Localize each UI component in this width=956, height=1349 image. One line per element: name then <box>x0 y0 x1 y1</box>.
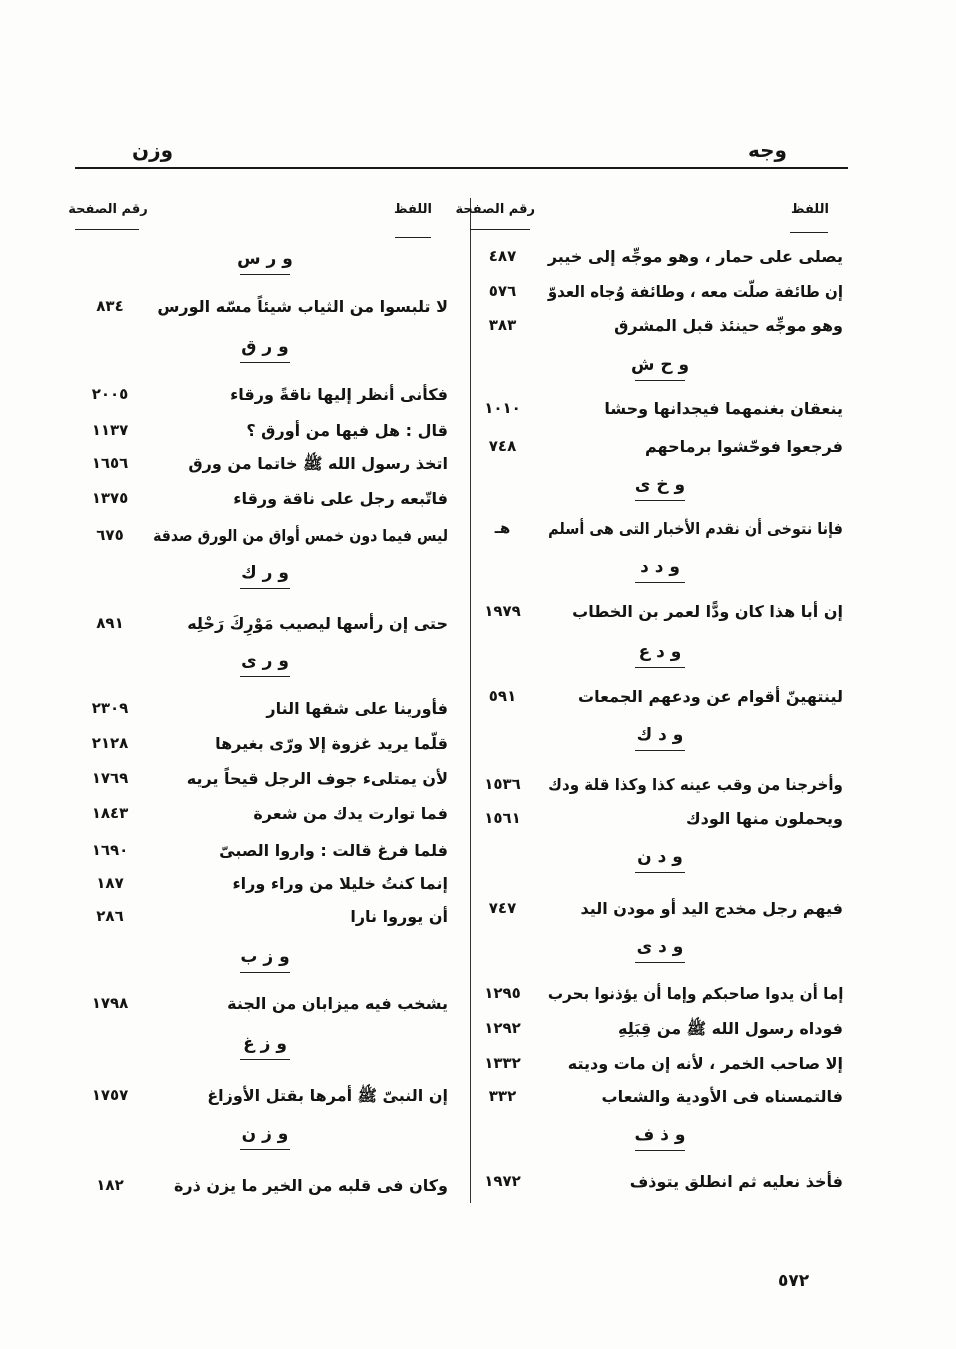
page-column-label: رقم الصفحة <box>455 202 535 217</box>
heading-underline <box>240 1149 290 1150</box>
root-heading <box>470 474 848 502</box>
index-entry <box>60 1173 460 1201</box>
entry-text: إن طائفة صلّت معه ، وطائفة وُجاه العدوّ <box>547 282 843 301</box>
root-letters: و ز غ <box>243 1034 287 1054</box>
entry-page-number: ١٠١٠ <box>484 399 521 417</box>
entry-page-number: ٣٨٣ <box>488 316 517 334</box>
root-heading <box>470 556 848 584</box>
root-letters: و ذ ف <box>634 1125 686 1145</box>
entry-page-number: ١٨٤٣ <box>91 804 129 822</box>
entry-text: فإنا نتوخى أن نقدم الأخبار التى هى أسلم <box>548 519 843 538</box>
heading-underline <box>635 1150 685 1151</box>
entry-page-number: ٢٨٦ <box>96 907 124 925</box>
index-entry <box>60 611 460 639</box>
entry-page-number: ١٥٦١ <box>484 809 521 827</box>
index-entry <box>470 313 848 341</box>
entry-page-number: ١٦٥٦ <box>91 454 129 472</box>
heading-underline <box>635 750 685 751</box>
index-entry <box>60 871 460 899</box>
entry-page-number: ٢٣٠٩ <box>91 699 129 717</box>
entry-text: فيهم رجل مخدج اليد أو مودن اليد <box>580 899 843 918</box>
root-heading <box>60 248 460 276</box>
index-entry <box>470 1016 848 1044</box>
root-letters: و ح ش <box>630 355 690 375</box>
root-letters: و د ى <box>636 937 684 957</box>
root-letters: و د ن <box>637 847 683 867</box>
entry-page-number: ٧٤٧ <box>488 899 517 917</box>
entry-page-number: ١٨٧ <box>96 874 124 892</box>
entry-page-number: ٥٧٦ <box>488 282 517 300</box>
page-label-underline <box>75 229 139 230</box>
root-heading <box>470 1124 848 1152</box>
entry-text: فرجعوا فوحّشوا برماحهم <box>645 437 843 456</box>
entry-page-number: ١٨٢ <box>96 1176 124 1194</box>
entry-page-number: ١٩٧٢ <box>484 1172 521 1190</box>
entry-text: ينعقان بغنمهما فيجدانها وحشا <box>604 399 843 418</box>
entry-text: فاتّبعه رجل على ناقة ورقاء <box>233 489 448 508</box>
heading-underline <box>635 500 685 501</box>
word-column-label: اللفظ <box>791 202 829 217</box>
index-entry <box>470 516 848 544</box>
index-entry <box>60 838 460 866</box>
index-entry <box>470 1169 848 1197</box>
entry-page-number: ١٩٧٩ <box>484 602 521 620</box>
entry-page-number: ٤٨٧ <box>488 247 517 265</box>
entry-text: إن أبا هذا كان ودًّا لعمر بن الخطاب <box>572 602 843 621</box>
heading-underline <box>635 667 685 668</box>
entry-page-number: ١٧٥٧ <box>91 1086 129 1104</box>
index-entry <box>60 904 460 932</box>
root-heading <box>60 562 460 590</box>
entry-text: ليس فيما دون خمس أواق من الورق صدقة <box>153 526 448 545</box>
entry-text: يشخب فيه ميزابان من الجنة <box>227 994 448 1013</box>
root-letters: و د ع <box>638 642 682 662</box>
index-entry <box>470 896 848 924</box>
index-entry <box>60 766 460 794</box>
index-entry <box>470 1084 848 1112</box>
entry-text: حتى إن رأسها ليصيب مَوْرِكَ رَحْلِه <box>187 614 448 633</box>
entry-page-number: ١٧٩٨ <box>91 994 129 1012</box>
entry-page-number: هـ <box>494 519 511 537</box>
entry-text: إما أن يدوا صاحبكم وإما أن يؤذنوا بحرب <box>547 984 843 1003</box>
index-entry <box>60 418 460 446</box>
entry-page-number: ٥٩١ <box>488 687 517 705</box>
entry-page-number: ١٣٧٥ <box>91 489 129 507</box>
heading-underline <box>240 362 290 363</box>
root-heading <box>470 936 848 964</box>
index-entry <box>60 991 460 1019</box>
heading-underline <box>635 962 685 963</box>
root-heading <box>470 846 848 874</box>
entry-page-number: ١٢٩٥ <box>484 984 521 1002</box>
index-entry <box>470 396 848 424</box>
index-entry <box>60 451 460 479</box>
entry-text: اتخذ رسول الله ﷺ خاتما من ورق <box>188 454 448 473</box>
running-head-right: وجه <box>748 138 787 162</box>
word-label-underline <box>395 237 431 238</box>
entry-text: فكأنى أنظر إليها ناقةً ورقاء <box>230 385 448 404</box>
root-letters: و ز ب <box>240 947 290 967</box>
entry-page-number: ١٢٩٢ <box>484 1019 521 1037</box>
entry-text: وهو موجِّه حينئذ قبل المشرق <box>614 316 843 335</box>
heading-underline <box>240 1059 290 1060</box>
root-letters: و ر س <box>237 249 293 269</box>
root-heading <box>60 336 460 364</box>
heading-underline <box>635 582 685 583</box>
heading-underline <box>240 972 290 973</box>
entry-page-number: ١٣٣٢ <box>484 1054 521 1072</box>
index-entry <box>60 731 460 759</box>
entry-page-number: ١٦٩٠ <box>91 841 129 859</box>
index-entry <box>470 599 848 627</box>
root-heading <box>470 641 848 669</box>
entry-page-number: ٨٣٤ <box>96 297 124 315</box>
root-heading <box>60 1123 460 1151</box>
entry-page-number: ٦٧٥ <box>96 526 124 544</box>
index-entry <box>470 244 848 272</box>
page-column-label: رقم الصفحة <box>68 202 148 217</box>
index-entry <box>60 801 460 829</box>
root-letters: و ز ن <box>241 1124 289 1144</box>
root-letters: و ر ى <box>241 651 289 671</box>
entry-text: وكان فى قلبه من الخير ما يزن ذرة <box>173 1176 448 1195</box>
root-letters: و خ ى <box>634 475 686 495</box>
root-heading <box>60 1033 460 1061</box>
left-column <box>60 0 460 1349</box>
root-heading <box>60 946 460 974</box>
entry-page-number: ١٧٦٩ <box>91 769 129 787</box>
entry-page-number: ١١٣٧ <box>91 421 129 439</box>
entry-text: يصلى على حمار ، وهو موجِّه إلى خيبر <box>547 247 843 266</box>
entry-page-number: ٢١٢٨ <box>91 734 129 752</box>
entry-page-number: ٢٠٠٥ <box>91 385 129 403</box>
right-column <box>455 0 848 1349</box>
entry-text: لأن يمتلىء جوف الرجل قيحاً يريه <box>186 769 448 788</box>
root-letters: و ر ق <box>241 337 289 357</box>
page-label-underline <box>470 229 530 230</box>
entry-text: لا تلبسوا من الثياب شيئاً مسّه الورس <box>157 297 448 316</box>
index-entry <box>470 434 848 462</box>
index-entry <box>60 523 460 551</box>
root-letters: و د د <box>640 557 680 577</box>
entry-text: فأورينا على شقها النار <box>266 699 448 718</box>
entry-text: إلا صاحب الخمر ، لأنه إن مات وديته <box>567 1054 843 1073</box>
entry-text: أن يوروا نارا <box>350 907 448 926</box>
entry-page-number: ٧٤٨ <box>488 437 517 455</box>
heading-underline <box>635 872 685 873</box>
root-letters: و ر ك <box>241 563 289 583</box>
index-entry <box>60 486 460 514</box>
index-entry <box>470 981 848 1009</box>
index-entry <box>470 684 848 712</box>
index-entry <box>470 772 848 800</box>
word-column-label: اللفظ <box>394 202 432 217</box>
entry-text: قلّما يريد غزوة إلا ورّى بغيرها <box>215 734 448 753</box>
heading-underline <box>635 380 685 381</box>
index-entry <box>60 294 460 322</box>
heading-underline <box>240 274 290 275</box>
index-entry <box>470 1051 848 1079</box>
entry-text: إن النبىّ ﷺ أمرها بقتل الأوزاغ <box>207 1086 448 1105</box>
entry-text: فوداه رسول الله ﷺ من قِبَلِهِ <box>618 1019 843 1038</box>
heading-underline <box>240 588 290 589</box>
root-heading <box>470 724 848 752</box>
index-entry <box>60 382 460 410</box>
entry-text: فالتمسناه فى الأودية والشعاب <box>601 1087 843 1106</box>
index-entry <box>470 279 848 307</box>
entry-text: فما توارت يدك من شعرة <box>253 804 448 823</box>
entry-text: ويحملون منها الودك <box>686 809 843 828</box>
heading-underline <box>240 676 290 677</box>
entry-page-number: ١٥٣٦ <box>484 775 521 793</box>
index-entry <box>470 806 848 834</box>
root-letters: و د ك <box>636 725 684 745</box>
entry-text: وأخرجنا من وقب عينه كذا وكذا قلة ودك <box>548 775 843 794</box>
index-entry <box>60 1083 460 1111</box>
root-heading <box>60 650 460 678</box>
entry-text: لينتهينّ أقوام عن ودعهم الجمعات <box>578 687 843 706</box>
entry-page-number: ٣٣٢ <box>488 1087 517 1105</box>
entry-text: قال : هل فيها من أورق ؟ <box>246 421 448 440</box>
entry-page-number: ٨٩١ <box>96 614 124 632</box>
root-heading <box>470 354 848 382</box>
page-number: ٥٧٢ <box>778 1271 810 1291</box>
running-head-left: وزن <box>132 138 174 162</box>
entry-text: إنما كنتُ خليلا من وراء وراء <box>232 874 448 893</box>
index-entry <box>60 696 460 724</box>
word-label-underline <box>790 232 828 233</box>
entry-text: فأخذ نعليه ثم انطلق يتوذف <box>629 1172 843 1191</box>
entry-text: فلما فرغ قالت : واروا الصبىّ <box>219 841 448 860</box>
